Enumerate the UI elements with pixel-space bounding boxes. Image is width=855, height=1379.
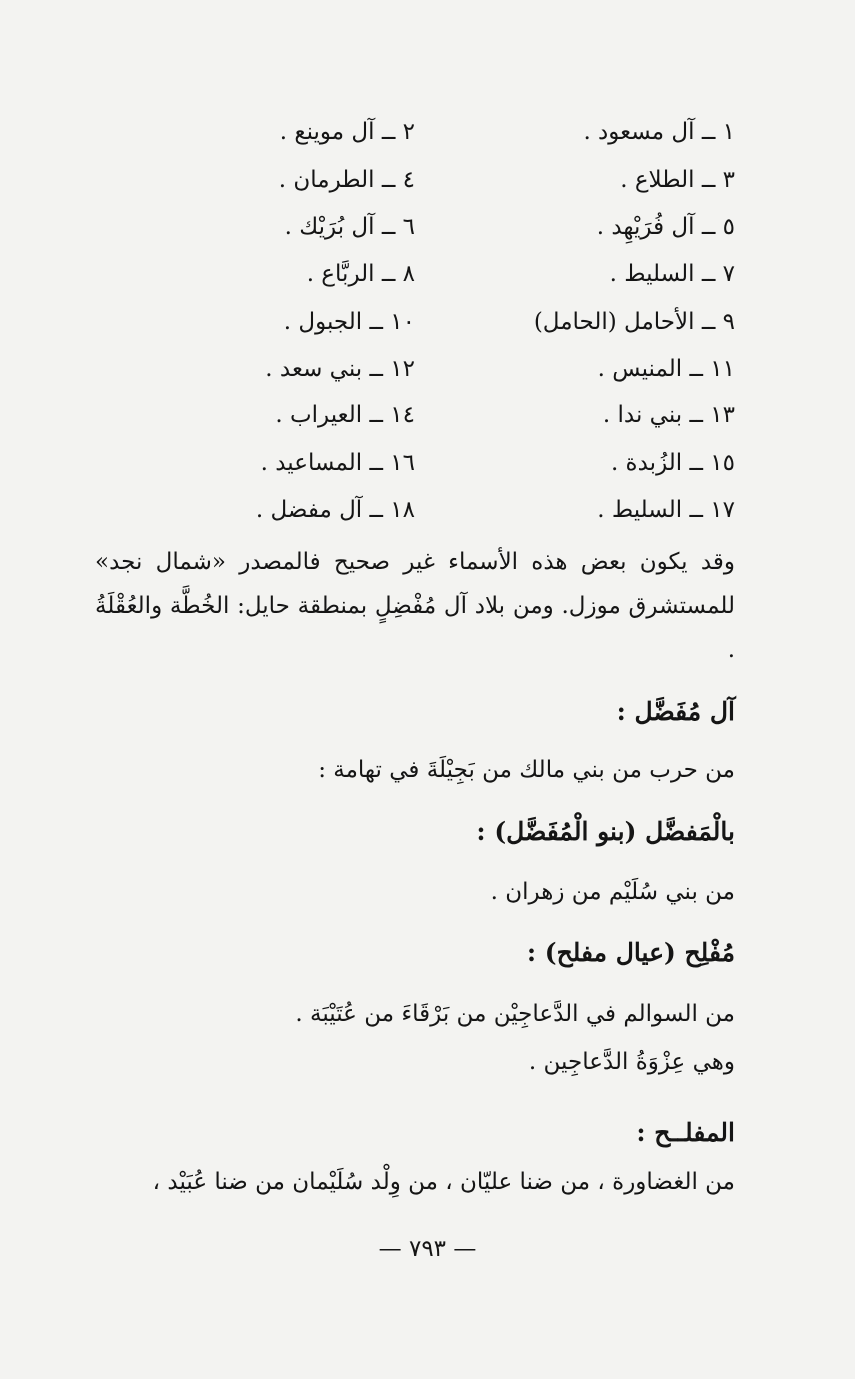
list-item: ٣ ــ الطلاع .	[620, 167, 735, 193]
section-line: من حرب من بني مالك من بَجِيْلَةَ في تهامة :	[318, 757, 735, 783]
section-heading: المفلــح :	[636, 1118, 735, 1147]
page-number: — ٧٩٣ —	[378, 1236, 477, 1262]
section-line: من السوالم في الدَّعاجِيْن من بَرْقَاءَ من عُتَيْبَة .	[295, 1001, 735, 1027]
list-row	[95, 254, 735, 294]
list-row	[95, 490, 735, 530]
list-item: ٨ ــ الربَّاع .	[306, 261, 415, 287]
list-item: ٥ ــ آل فُرَيْهِد .	[596, 214, 735, 240]
list-item: ١١ ــ المنيس .	[597, 356, 735, 382]
list-item: ٤ ــ الطرمان .	[278, 167, 415, 193]
list-row	[95, 395, 735, 435]
list-row	[95, 349, 735, 389]
list-item: ١٦ ــ المساعيد .	[260, 450, 415, 476]
list-item: ١٠ ــ الجبول .	[283, 309, 415, 335]
list-item: ١٤ ــ العيراب .	[275, 402, 415, 428]
list-item: ١٢ ــ بني سعد .	[265, 356, 415, 382]
list-item: ١٨ ــ آل مفضل .	[255, 497, 415, 523]
section-line: من بني سُلَيْم من زهران .	[490, 879, 735, 905]
list-row	[95, 302, 735, 342]
section-heading: مُفْلِح (عيال مفلح) :	[526, 938, 735, 967]
section-heading: بالْمَفضَّل (بنو الْمُفَضَّل) :	[476, 817, 735, 846]
section-line: وهي عِزْوَةُ الدَّعاجِين .	[528, 1049, 735, 1075]
list-row	[95, 207, 735, 247]
list-item: ١ ــ آل مسعود .	[583, 119, 735, 145]
list-item: ١٧ ــ السليط .	[597, 497, 735, 523]
list-item: ٦ ــ آل بُرَيْك .	[284, 214, 415, 240]
note-paragraph: وقد يكون بعض هذه الأسماء غير صحيح فالمصدر «شمال نجد» للمستشرق موزل. ومن بلاد آل مُفْضِلٍ بمنطقة حايل: الخُطَّة والعُقْلَةُ .	[95, 549, 735, 663]
list-row	[95, 160, 735, 200]
list-item: ٩ ــ الأحامل (الحامل)	[533, 309, 735, 335]
list-item: ٧ ــ السليط .	[609, 261, 735, 287]
list-item: ٢ ــ آل موينع .	[279, 119, 415, 145]
list-row	[95, 112, 735, 152]
list-item: ١٣ ــ بني ندا .	[602, 402, 735, 428]
list-row	[95, 443, 735, 483]
section-line: من الغضاورة ، من ضنا عليّان ، من وِلْد سُلَيْمان من ضنا عُبَيْد ،	[152, 1169, 735, 1195]
list-item: ١٥ ــ الزُبدة .	[610, 450, 735, 476]
section-heading: آل مُفَضَّل :	[616, 697, 735, 726]
